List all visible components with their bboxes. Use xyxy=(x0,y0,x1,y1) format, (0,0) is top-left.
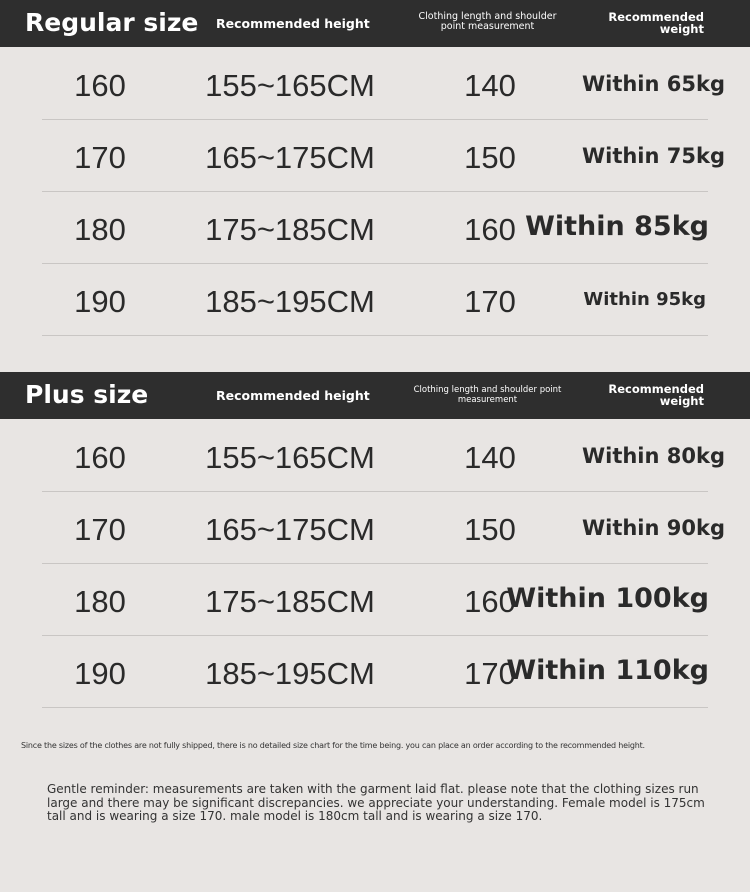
table-row xyxy=(0,120,750,192)
weight-cell: Within 90kg xyxy=(581,516,725,540)
weight-cell: Within 65kg xyxy=(581,72,725,96)
size-cell: 180 xyxy=(74,212,126,247)
height-cell: 165~175CM xyxy=(205,512,375,547)
section-title: Plus size xyxy=(25,380,149,409)
length-cell: 160 xyxy=(464,212,516,247)
height-cell: 175~185CM xyxy=(205,584,375,619)
weight-cell: Within 95kg xyxy=(583,289,706,310)
section-title: Regular size xyxy=(25,8,199,37)
length-cell: 140 xyxy=(464,68,516,103)
height-cell: 155~165CM xyxy=(205,68,375,103)
table-row xyxy=(0,48,750,120)
height-cell: 185~195CM xyxy=(205,284,375,319)
size-cell: 180 xyxy=(74,584,126,619)
table-row xyxy=(0,492,750,564)
size-cell: 190 xyxy=(74,656,126,691)
column-header-weight: Recommended weight xyxy=(608,10,704,36)
column-header-height: Recommended height xyxy=(216,16,370,31)
length-cell: 150 xyxy=(464,512,516,547)
row-divider xyxy=(42,335,708,336)
length-cell: 140 xyxy=(464,440,516,475)
row-divider xyxy=(42,707,708,708)
weight-cell: Within 75kg xyxy=(581,144,725,168)
weight-cell: Within 110kg xyxy=(506,655,709,686)
height-cell: 185~195CM xyxy=(205,656,375,691)
table-row xyxy=(0,564,750,636)
size-cell: 170 xyxy=(74,512,126,547)
column-header-length: Clothing length and shoulder point measurement xyxy=(413,385,562,405)
column-header-length: Clothing length and shoulder point measurement xyxy=(418,11,557,32)
size-cell: 160 xyxy=(74,68,126,103)
footnote: Since the sizes of the clothes are not fully shipped, there is no detailed size chart for the time being. you can place an order according to the recommended height. xyxy=(21,741,645,750)
weight-cell: Within 100kg xyxy=(506,583,709,614)
plus-size-header xyxy=(0,372,750,419)
size-cell: 160 xyxy=(74,440,126,475)
size-cell: 190 xyxy=(74,284,126,319)
column-header-height: Recommended height xyxy=(216,388,370,403)
length-cell: 170 xyxy=(464,284,516,319)
height-cell: 155~165CM xyxy=(205,440,375,475)
table-row xyxy=(0,636,750,708)
length-cell: 150 xyxy=(464,140,516,175)
column-header-weight: Recommended weight xyxy=(608,382,704,408)
weight-cell: Within 85kg xyxy=(525,211,709,242)
weight-cell: Within 80kg xyxy=(581,444,725,468)
table-row xyxy=(0,420,750,492)
height-cell: 175~185CM xyxy=(205,212,375,247)
height-cell: 165~175CM xyxy=(205,140,375,175)
gentle-reminder: Gentle reminder: measurements are taken with the garment laid flat. please note that the clothing sizes run large and there may be significant discrepancies. we appreciate your understanding. Female model is 175cm tall and is wearing a size 170. male model is 180cm tall and is wearing a size 170. xyxy=(47,782,705,823)
table-row xyxy=(0,264,750,336)
size-cell: 170 xyxy=(74,140,126,175)
length-cell: 160 xyxy=(464,584,516,619)
length-cell: 170 xyxy=(464,656,516,691)
regular-size-header xyxy=(0,0,750,47)
table-row xyxy=(0,192,750,264)
